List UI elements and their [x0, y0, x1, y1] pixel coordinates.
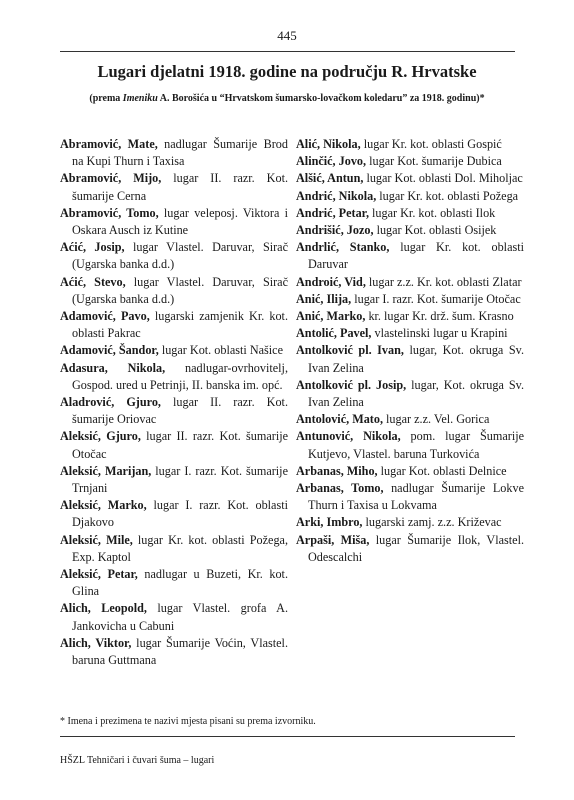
entry-name: Aleksić, Petar, [60, 567, 138, 582]
entry [60, 428, 288, 462]
entry-name: Aleksić, Mile, [60, 532, 133, 547]
entry [296, 514, 524, 531]
footnote: * Imena i prezimena te nazivi mjesta pisani su prema izvorniku. [60, 716, 316, 727]
entry [60, 635, 288, 669]
page-subtitle [0, 93, 574, 104]
entry-name: Abramović, Mijo, [60, 171, 162, 186]
entry [60, 170, 288, 204]
entry-description: lugar Kot. šumarije Dubica [366, 154, 502, 169]
entry [60, 308, 288, 342]
entry-description: lugar I. razr. Kot. šumarije Trnjani [72, 463, 288, 496]
entry [60, 600, 288, 634]
entry [60, 239, 288, 273]
entry-name: Androić, Vid, [296, 274, 366, 289]
entry-name: Andrić, Petar, [296, 205, 369, 220]
entry-name: Andrić, Nikola, [296, 188, 377, 203]
entry-description: lugar, Kot. okruga Sv. Ivan Zelina [308, 343, 524, 375]
entry [60, 497, 288, 531]
entry-name: Alinčić, Jovo, [296, 154, 367, 169]
right-column [296, 136, 524, 566]
entry-name: Adamović, Pavo, [60, 309, 150, 324]
entry [60, 136, 288, 170]
entry-name: Alić, Nikola, [296, 137, 361, 151]
entry-name: Alšić, Antun, [296, 171, 364, 186]
entry-name: Adasura, Nikola, [60, 360, 166, 375]
entry-name: Aleksić, Marko, [60, 498, 147, 513]
entry [296, 532, 524, 566]
page-number: 445 [277, 28, 297, 43]
running-footer: HŠZL Tehničari i čuvari šuma – lugari [60, 755, 215, 766]
entry-description: kr. lugar Kr. drž. šum. Krasno [365, 309, 514, 324]
entry [296, 308, 524, 325]
entry-description: lugar Vlastel. grofa A. Jankovicha u Cabuni [72, 601, 288, 633]
entry-name: Aleksić, Gjuro, [60, 429, 141, 444]
entry-name: Alich, Viktor, [60, 635, 132, 650]
entry-description: lugar Kr. kot. oblasti Gospić [360, 137, 502, 151]
entry-description: pom. lugar Šumarije Kutjevo, Vlastel. baruna Turkovića [308, 429, 524, 461]
header-rule [60, 51, 515, 52]
entry-name: Anić, Marko, [296, 309, 366, 324]
entry [296, 291, 524, 308]
footer-rule [60, 736, 515, 737]
entry-name: Anić, Ilija, [296, 291, 352, 306]
entry-name: Andrišić, Jozo, [296, 223, 374, 238]
entry-name: Arbanas, Miho, [296, 463, 378, 478]
entry-description: lugar I. razr. Kot. šumarije Otočac [351, 291, 521, 306]
entry [296, 342, 524, 376]
entry-name: Arbanas, Tomo, [296, 481, 384, 496]
entry-description: lugar Šumarije Ilok, Vlastel. Odescalchi [308, 532, 525, 564]
entry-description: lugar z.z. Vel. Gorica [383, 412, 490, 427]
entry-description: lugar Kot. oblasti Osijek [373, 223, 497, 238]
entry-description: lugar Kr. kot. oblasti Daruvar [308, 240, 524, 272]
entry-description: lugar Kot. oblasti Našice [158, 343, 283, 358]
entry [60, 463, 288, 497]
entry-description: lugar Kr. kot. oblasti Požega, Exp. Kaptol [72, 532, 288, 564]
entry-name: Aladrović, Gjuro, [60, 395, 161, 410]
entry-description: lugar z.z. Kr. kot. oblasti Zlatar [365, 274, 522, 289]
subtitle-prefix: (prema [89, 93, 123, 104]
entry [296, 411, 524, 428]
entry [296, 170, 524, 187]
entry [60, 342, 288, 359]
entry [60, 360, 288, 394]
entry [60, 532, 288, 566]
entry [296, 428, 524, 462]
entry-description: lugar I. razr. Kot. oblasti Djakovo [72, 498, 288, 530]
subtitle-suffix: A. Borošića u “Hrvatskom šumarsko-lovačkom koledaru” za 1918. godinu)* [157, 93, 485, 104]
entry-name: Antolović, Mato, [296, 412, 383, 427]
entry-description: lugar veleposj. Viktora i Oskara Ausch iz Kutine [72, 205, 288, 238]
entry-description: lugar Šumarije Voćin, Vlastel. baruna Guttmana [72, 635, 288, 668]
entry-name: Arki, Imbro, [296, 515, 363, 530]
entry-description: lugarski zamj. z.z. Križevac [362, 515, 502, 530]
entry [296, 325, 524, 342]
entry [60, 394, 288, 428]
entry-description: nadlugar-ovrhovitelj, Gospod. ured u Petrinji, II. banska im. opć. [72, 360, 288, 392]
entry-name: Arpaši, Miša, [296, 532, 370, 547]
entry [296, 239, 524, 273]
entry-name: Abramović, Tomo, [60, 205, 159, 220]
entry-description: lugar Vlastel. Daruvar, Sirač (Ugarska banka d.d.) [72, 274, 288, 306]
entry-description: lugar II. razr. Kot. šumarije Oriovac [72, 395, 288, 427]
entry [296, 222, 524, 239]
entry-description: nadlugar Šumarije Brod na Kupi Thurn i Taxisa [72, 137, 288, 169]
entry-description: lugar Vlastel. Daruvar, Sirač (Ugarska banka d.d.) [72, 240, 288, 272]
entry [296, 205, 524, 222]
entry [296, 377, 524, 411]
entry [60, 274, 288, 308]
page-title: Lugari djelatni 1918. godine na području R. Hrvatske [97, 62, 477, 81]
entry [296, 153, 524, 170]
entry-description: lugarski zamjenik Kr. kot. oblasti Pakrac [72, 309, 288, 341]
entry [296, 463, 524, 480]
entry-name: Andrlić, Stanko, [296, 240, 390, 255]
entry-description: lugar II. razr. Kot. šumarije Cerna [72, 171, 289, 203]
entry-description: nadlugar u Buzeti, Kr. kot. Glina [72, 567, 288, 599]
entry [60, 566, 288, 600]
entry-description: lugar Kot. oblasti Dol. Miholjac [363, 171, 523, 186]
entry [296, 188, 524, 205]
entry-name: Aćić, Josip, [60, 240, 125, 255]
entry-description: lugar, Kot. okruga Sv. Ivan Zelina [308, 377, 524, 410]
entry-name: Alich, Leopold, [60, 601, 147, 616]
entry-description: lugar Kr. kot. oblasti Požega [376, 188, 519, 203]
entry [296, 136, 524, 153]
entry-name: Antolić, Pavel, [296, 326, 372, 341]
entry [296, 480, 524, 514]
entry-name: Adamović, Šandor, [60, 343, 159, 358]
entry-name: Antunović, Nikola, [296, 429, 401, 444]
entry-description: nadlugar Šumarije Lokve Thurn i Taxisa u Lokvama [308, 481, 524, 513]
entry-description: lugar Kot. oblasti Delnice [377, 463, 507, 478]
entry [60, 205, 288, 239]
entry-description: lugar II. razr. Kot. šumarije Otočac [72, 429, 288, 461]
subtitle-italic: Imeniku [122, 93, 158, 104]
entry-description: vlastelinski lugar u Krapini [371, 326, 508, 341]
entry-name: Aleksić, Marijan, [60, 463, 152, 478]
left-column [60, 136, 288, 669]
entry-name: Antolković pl. Ivan, [296, 343, 404, 358]
entry-name: Antolković pl. Josip, [296, 377, 407, 392]
entry-name: Abramović, Mate, [60, 137, 158, 151]
entry-description: lugar Kr. kot. oblasti Ilok [369, 205, 496, 220]
entry [296, 274, 524, 291]
entry-name: Aćić, Stevo, [60, 274, 126, 289]
